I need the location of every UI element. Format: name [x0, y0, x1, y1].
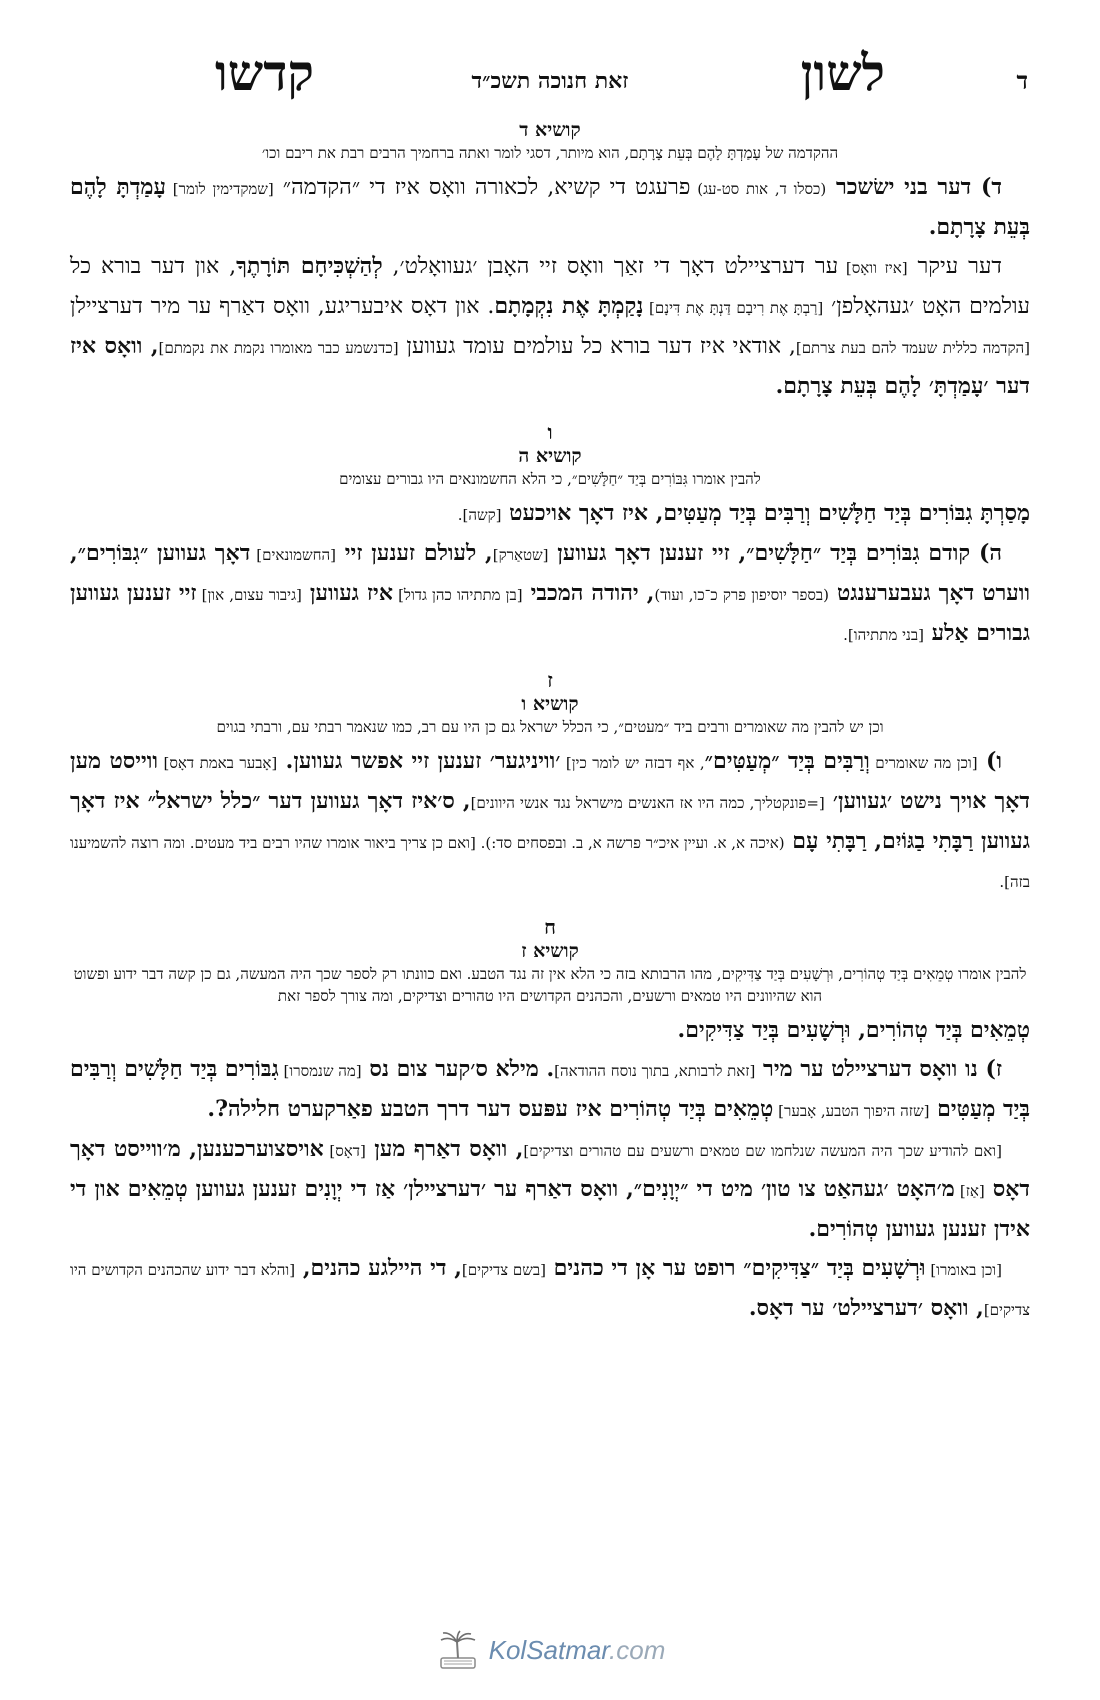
page-header: [0, 43, 1100, 108]
bracket-note: [דאָס]: [323, 1142, 366, 1160]
bracket-note: [והלא דבר ידוע שהכהנים הקדושים היו צדיקים]: [70, 1261, 1030, 1319]
section-letter: ז: [547, 668, 553, 692]
section-intro: להבין אומרו טְמֵאִים בְּיַד טְהוֹרִים, וּרְשָׁעִים בְּיַד צַדִּיקִים, מהו הרבותא בזה כי הלא אין זה נגד הטבע. ואם כוונתו רק לספר שכך היה המעשה, גם כן קשה דבר ידוע ופשוט הוא שהיוונים היו טמאים ורשעים, והכהנים הקדושים היו טהורים וצדיקים, ומה צורך לספר זאת: [73, 965, 1027, 1005]
text-run: , וואָס ׳דערציילט׳ ער דאָס.: [748, 1295, 984, 1321]
text-run: ער דערציילט דאָך די זאַך וואָס זיי האָבן ׳געוואָלט׳,: [382, 254, 839, 279]
bracket-note: [איז וואָס]: [838, 259, 908, 277]
text-run: , וואָס איז דער ׳עָמַדְתָּ׳ לָהֶם בְּעֵת צָרָתָם.: [70, 333, 1030, 399]
bracket-note: [ואם להודיע שכך היה המעשה שנלחמו שם טמאים ורשעים עם טהורים וצדיקים]: [523, 1142, 1002, 1160]
bracket-note: [שזה היפוך הטבע, אָבער]: [773, 1102, 930, 1120]
section-letter: ח: [544, 915, 556, 939]
bracket-note: (איכה א, א. ועיין איכ״ר פרשה א, ב. ובפסחים סד:). [ואם כן צריך ביאור אומרו שהיו רבים ביד מעטים. ומה רוצה להשמיענו בזה].: [70, 834, 1030, 891]
text-run: , ס׳איז דאָך געווען דער ״כלל ישראל״ איז דאָך געווען רַבָּתִי בַגּוֹיִם, רַבָּתִי עָם: [70, 788, 1031, 854]
bracket-note: [אָבער באמת דאָס]: [158, 754, 278, 772]
paragraph: [70, 742, 1030, 901]
section-intro: וכן יש להבין מה שאומרים ורבים ביד ״מעטים״, כי הכלל ישראל גם כן היו עם רב, כמו שנאמר רבתי עם, ורבתי בגוים: [216, 718, 884, 736]
bracket-note: [כדנשמע כבר מאומרו נקמת את נקמתם]: [158, 339, 399, 357]
text-run: ה) קודם גִבּוֹרִים בְּיַד ״חַלָּשִׁים״, זיי זענען דאָך געווען: [548, 540, 1003, 566]
text-run: , לעולם זענען זיי: [335, 540, 493, 566]
logo-text: KolSatmar: [488, 1634, 610, 1665]
section: [70, 668, 1030, 901]
bracket-note: [גיבור עצום, און]: [196, 586, 302, 604]
bracket-note: [בן מתתיהו כהן גדול]: [392, 586, 523, 604]
bracket-note: [בני מתתיהו].: [843, 626, 925, 644]
section-intro: להבין אומרו גִּבּוֹרִים בְּיַד ״חַלָּשִׁים״, כי הלא החשמונאים היו גבורים עצומים: [339, 470, 761, 488]
header-word-right: לשון: [800, 43, 885, 102]
header-title: זאת חנוכה תשכ״ד: [471, 68, 629, 94]
text-run: , יהודה המכבי: [522, 580, 655, 606]
site-logo: [0, 1630, 1100, 1674]
section-title: קושיא ד: [519, 119, 581, 141]
bracket-note: [=פונקטליך, כמה היו אז האנשים מישראל נגד אנשי היוונים]: [470, 794, 825, 812]
section-title: קושיא ז: [521, 940, 579, 962]
text-run: פרעגט די קשיא, לכאורה וואָס איז די ״הקדמה״: [273, 175, 691, 200]
text-run: מָסַרְתָּ גִבּוֹרִים בְּיַד חַלָּשִׁים וְרַבִּים בְּיַד מְעַטִּים, איז דאָך אויכעט: [501, 500, 1030, 526]
text-run: מ׳האָט ׳געהאַט צו טון׳ מיט די ״יְוָנִים״, וואָס דאַרף ער ׳דערציילן׳ אַז די יְוָנִים זענען געווען טְמֵאִים און די אידן זענען געווען טְהוֹרִים.: [70, 1176, 1030, 1242]
paragraph: [70, 1011, 1030, 1050]
paragraph: [70, 1249, 1030, 1329]
paragraph: [70, 1050, 1030, 1130]
text-run: , אודאי איז דער בורא כל עולמים עומד געווען: [398, 334, 796, 359]
section-intro: ההקדמה של עָמַדְתָּ לָהֶם בְּעֵת צָרָתָם, הוא מיותר, דסגי לומר ואתה ברחמיך הרבים רבת את ריבם וכו׳: [261, 144, 839, 162]
bracket-note: (בספר יוסיפון פרק כ־כו, ועוד): [654, 586, 829, 604]
palm-tree-icon: [435, 1630, 481, 1670]
section: [70, 118, 1030, 406]
text-run: דער עיקר: [907, 254, 1003, 279]
bracket-note: [וכן באומרו]: [925, 1261, 1002, 1279]
bracket-note: [זאת לרבותא, בתוך נוסח ההודאה]: [554, 1062, 756, 1080]
bracket-note: [שטאַרק]: [492, 546, 549, 564]
section-title: קושיא ה: [518, 445, 582, 467]
bracket-note: [רַבְתָּ אֶת רִיבָם דַּנְתָּ אֶת דִּינָם]: [643, 299, 824, 317]
text-run: ו): [977, 748, 1003, 774]
text-run: זיי זענען געווען גבורים אַלע: [70, 580, 1030, 646]
text-run: , די היילגע כהנים,: [295, 1255, 462, 1281]
text-run: , וואָס דאַרף מען: [365, 1136, 524, 1162]
bracket-note: [החשמונאים]: [250, 546, 336, 564]
text-run: ווייסט מען דאָך אויך נישט ׳געווען׳: [70, 748, 1030, 814]
text-run: . מילא ס׳קער צום נס: [361, 1056, 555, 1082]
paragraph: [70, 247, 1030, 406]
main-content: [70, 118, 1030, 1329]
text-run: ז) נו וואָס דערציילט ער מיר: [755, 1056, 1002, 1082]
text-run: טְמֵאִים בְּיַד טְהוֹרִים איז עפּעס דער דרך הטבע פאַרקערט חלילה?.: [207, 1096, 774, 1122]
paragraph: [70, 534, 1030, 654]
text-run: אויסצוערכענען, מ׳ווייסט דאָך דאָס: [70, 1136, 1030, 1202]
section-title: קושיא ו: [521, 693, 579, 715]
paragraph: [70, 168, 1030, 247]
header-word-left: קדשו: [215, 43, 314, 102]
text-run: , און דער בורא כל עולמים האָט ׳געהאָלפן׳: [70, 254, 1030, 319]
text-run: איז געווען: [301, 580, 393, 606]
text-run: נָקַמְתָּ אֶת נִקְמָתָם: [494, 293, 644, 319]
section: [70, 420, 1030, 654]
text-run: גִבּוֹרִים בְּיַד חַלָּשִׁים וְרַבִּים בְּיַד מְעַטִּים: [70, 1056, 1030, 1122]
section-letter: ו: [547, 420, 553, 444]
bracket-note: [בשם צדיקים]: [461, 1261, 546, 1279]
bracket-note: , אף דבזה יש לומר כין]: [560, 754, 705, 772]
logo-domain: .com: [609, 1634, 666, 1665]
text-run: עָמַדְתָּ לָהֶם בְּעֵת צָרָתָם.: [70, 174, 1030, 240]
bracket-note: [הקדמה כללית שעמד להם בעת צרתם]: [795, 339, 1030, 357]
text-run: טְמֵאִים בְּיַד טְהוֹרִים, וּרְשָׁעִים בְּיַד צַדִּיקִים.: [677, 1017, 1030, 1043]
bracket-note: (כסלו ד, אות סט-עג): [690, 180, 827, 198]
section: [70, 915, 1030, 1329]
text-run: וּרְשָׁעִים בְּיַד ״צַדִּיקִים״ רופט ער אָן די כהנים: [545, 1255, 926, 1281]
bracket-note: [וכן מה שאומרים: [869, 754, 978, 772]
text-run: דאָך געווען ״גִבּוֹרִים״, ווערט דאָך געבערענגט: [70, 540, 1031, 606]
page-number: ד: [1016, 66, 1028, 95]
text-run: ׳וויניגער׳ זענען זיי אפשר געווען.: [277, 748, 561, 774]
bracket-note: [שמקדימין לומר]: [165, 180, 274, 198]
text-run: לְהַשְׁכִּיחָם תּוֹרָתֶךָ: [236, 253, 383, 279]
paragraph: [70, 494, 1030, 534]
text-run: וְרַבִּים בְּיַד ״מְעַטִּים״: [704, 748, 870, 774]
bracket-note: [קשה].: [457, 506, 502, 524]
bracket-note: [אַז]: [954, 1182, 985, 1200]
bracket-note: [מה שנמסרו]: [278, 1062, 362, 1080]
paragraph: [70, 1130, 1030, 1249]
text-run: ד) דער בני ישׂשכר: [826, 174, 1002, 200]
text-run: . און דאָס איבעריגע, וואָס דאַרף ער מיר דערציילן: [70, 294, 495, 319]
